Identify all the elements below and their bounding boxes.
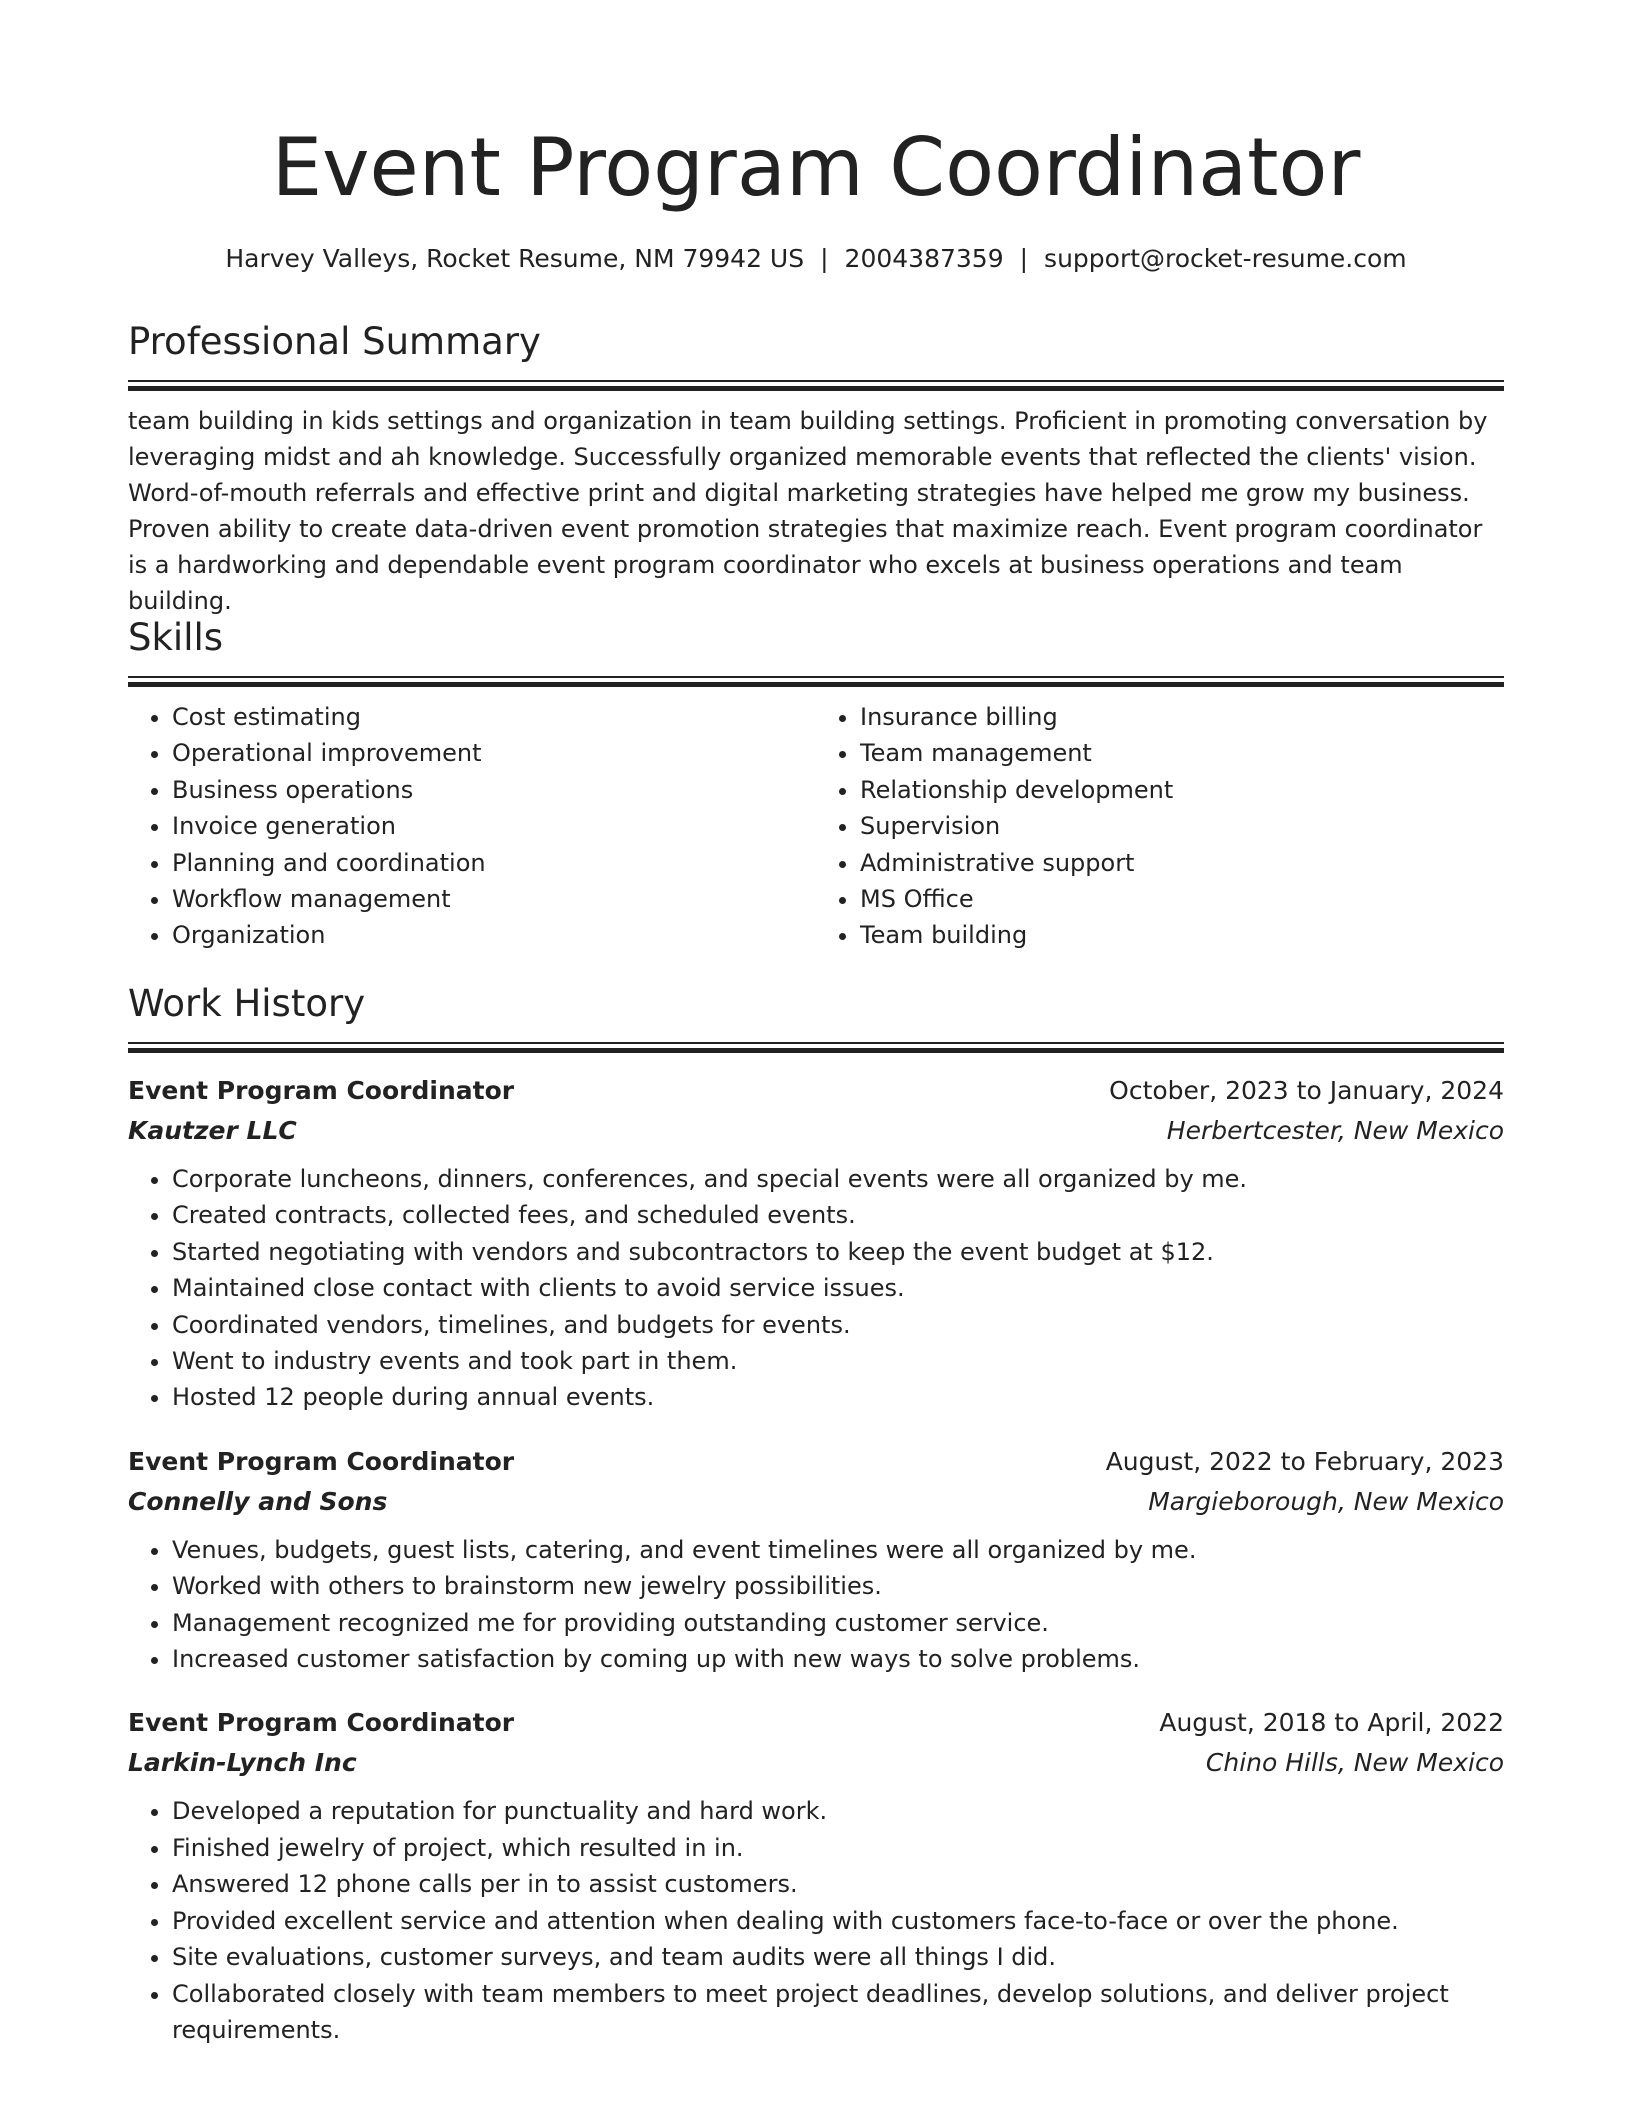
job-entry bbox=[128, 1071, 1504, 1416]
section-divider bbox=[128, 1042, 1504, 1053]
job-dates: August, 2022 to February, 2023 bbox=[1105, 1446, 1504, 1476]
skill-item: • Operational improvement bbox=[172, 735, 816, 771]
skill-item: • Supervision bbox=[860, 808, 1504, 844]
section-divider bbox=[128, 380, 1504, 391]
skills-right-list bbox=[816, 699, 1504, 954]
job-bullet: • Answered 12 phone calls per in to assist customers. bbox=[172, 1866, 1504, 1902]
job-bullet: • Developed a reputation for punctuality and hard work. bbox=[172, 1793, 1504, 1829]
job-entry bbox=[128, 1442, 1504, 1678]
contact-phone: 2004387359 bbox=[844, 244, 1004, 273]
job-title: Event Program Coordinator bbox=[128, 1076, 515, 1105]
job-bullet: • Went to industry events and took part in them. bbox=[172, 1343, 1504, 1379]
contact-separator: | bbox=[1019, 244, 1029, 273]
job-title: Event Program Coordinator bbox=[128, 1708, 515, 1738]
contact-separator: | bbox=[820, 244, 829, 273]
skill-item: • Business operations bbox=[172, 772, 816, 808]
skills-columns bbox=[128, 699, 1504, 954]
job-bullet: • Coordinated vendors, timelines, and budgets for events. bbox=[172, 1307, 1504, 1343]
skill-item: • Insurance billing bbox=[860, 699, 1504, 735]
job-bullets bbox=[128, 1161, 1504, 1416]
job-bullet: • Hosted 12 people during annual events. bbox=[172, 1379, 1504, 1415]
skill-item: • Cost estimating bbox=[172, 699, 816, 735]
job-bullet: • Collaborated closely with team members to meet project deadlines, develop solutions, and deliver project requirements. bbox=[172, 1976, 1504, 2049]
summary-text: team building in kids settings and organization in team building settings. Proficient in promoting conversation by leveraging midst and ah knowledge. Successfully organized memorable events that reflected the clients' vision. Word-of-mouth referrals and effective print and digital marketing strategies have helped me grow my business. Proven ability to create data-driven event promotion strategies that maximize reach. Event program coordinator is a hardworking and dependable event program coordinator who excels at business operations and team building. bbox=[128, 407, 1488, 615]
job-location: Chino Hills, New Mexico bbox=[1205, 1748, 1504, 1778]
job-location: Herbertcester, New Mexico bbox=[1166, 1116, 1504, 1145]
job-dates: August, 2018 to April, 2022 bbox=[1159, 1708, 1504, 1738]
job-bullet: • Venues, budgets, guest lists, catering, and event timelines were all organized by me. bbox=[172, 1532, 1504, 1568]
contact-email: support@rocket-resume.com bbox=[1044, 244, 1407, 273]
job-company: Connelly and Sons bbox=[128, 1486, 388, 1516]
skill-item: • Workflow management bbox=[172, 881, 816, 917]
job-bullet: • Corporate luncheons, dinners, conferences, and special events were all organized by me. bbox=[172, 1161, 1504, 1197]
job-bullets bbox=[128, 1532, 1504, 1678]
resume-page bbox=[128, 0, 1504, 2044]
job-bullet: • Worked with others to brainstorm new jewelry possibilities. bbox=[172, 1568, 1504, 1604]
job-bullet: • Created contracts, collected fees, and scheduled events. bbox=[172, 1197, 1504, 1233]
job-bullet: • Management recognized me for providing outstanding customer service. bbox=[172, 1605, 1504, 1641]
job-dates: October, 2023 to January, 2024 bbox=[1109, 1076, 1504, 1105]
skill-item: • Team management bbox=[860, 735, 1504, 771]
section-divider bbox=[128, 676, 1504, 687]
job-bullet: • Site evaluations, customer surveys, and team audits were all things I did. bbox=[172, 1939, 1504, 1975]
job-location: Margieborough, New Mexico bbox=[1148, 1486, 1504, 1516]
job-subheader bbox=[128, 1111, 1504, 1151]
section-title: Skills bbox=[128, 616, 224, 659]
skill-item: • Relationship development bbox=[860, 772, 1504, 808]
job-bullet: • Increased customer satisfaction by coming up with new ways to solve problems. bbox=[172, 1641, 1504, 1677]
job-subheader bbox=[128, 1482, 1504, 1522]
job-header bbox=[128, 1071, 1504, 1111]
work-history-section bbox=[128, 980, 1504, 2048]
skill-item: • Team building bbox=[860, 917, 1504, 953]
section-title: Work History bbox=[128, 982, 366, 1025]
job-company: Larkin-Lynch Inc bbox=[128, 1748, 357, 1778]
skill-item: • Organization bbox=[172, 917, 816, 953]
job-bullet: • Maintained close contact with clients to avoid service issues. bbox=[172, 1270, 1504, 1306]
job-bullet: • Finished jewelry of project, which resulted in in. bbox=[172, 1830, 1504, 1866]
section-title: Professional Summary bbox=[128, 320, 541, 363]
job-entry bbox=[128, 1703, 1504, 2048]
job-title: Event Program Coordinator bbox=[128, 1446, 515, 1476]
skill-item: • MS Office bbox=[860, 881, 1504, 917]
resume-name: Event Program Coordinator bbox=[271, 121, 1361, 214]
job-bullets bbox=[128, 1793, 1504, 2048]
job-header bbox=[128, 1703, 1504, 1743]
skills-left-list bbox=[128, 699, 816, 954]
skill-item: • Invoice generation bbox=[172, 808, 816, 844]
skills-section bbox=[128, 614, 1504, 954]
job-company: Kautzer LLC bbox=[128, 1116, 297, 1145]
job-subheader bbox=[128, 1743, 1504, 1783]
job-bullet: • Provided excellent service and attention when dealing with customers face-to-face or over the phone. bbox=[172, 1903, 1504, 1939]
contact-address: Harvey Valleys, Rocket Resume, NM 79942 US bbox=[225, 244, 805, 273]
skill-item: • Administrative support bbox=[860, 845, 1504, 881]
professional-summary-section bbox=[128, 318, 1504, 643]
job-bullet: • Started negotiating with vendors and subcontractors to keep the event budget at $12. bbox=[172, 1234, 1504, 1270]
job-header bbox=[128, 1442, 1504, 1482]
skill-item: • Planning and coordination bbox=[172, 845, 816, 881]
contact-line bbox=[128, 242, 1504, 276]
